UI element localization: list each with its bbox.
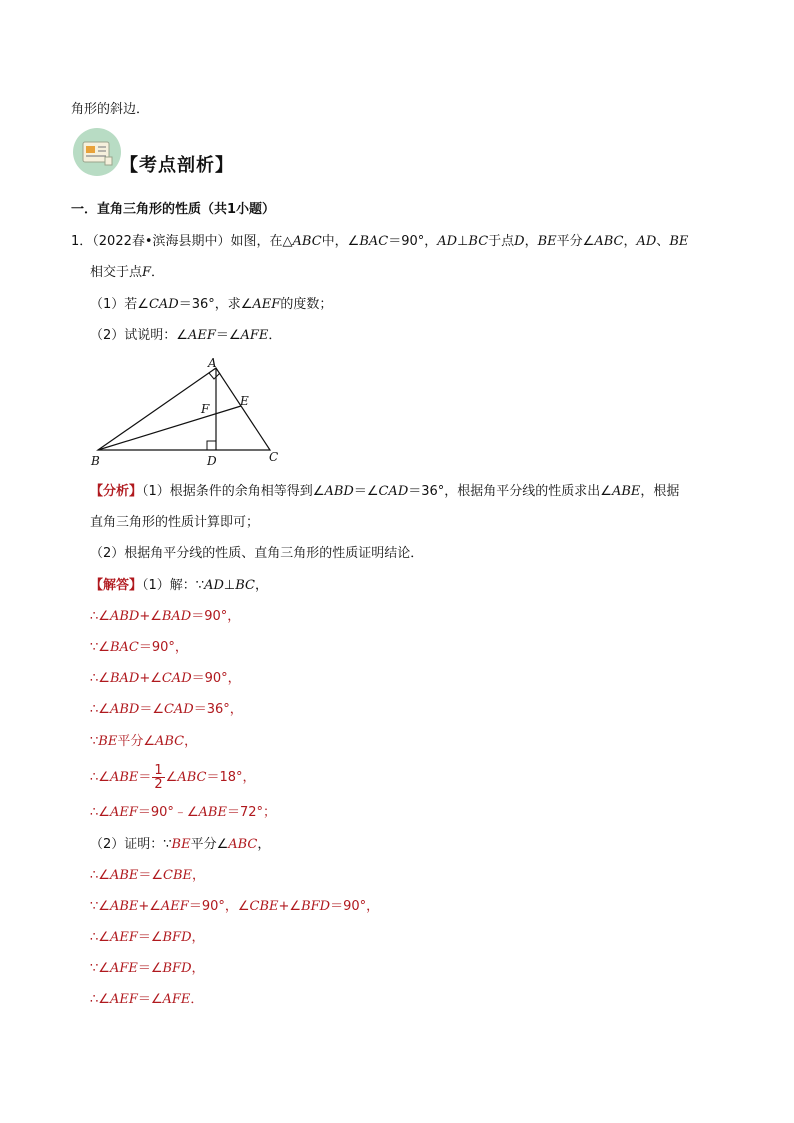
problem-text: ， [524, 234, 538, 249]
solution-text: ∵ [90, 734, 99, 749]
problem-text: ， [623, 234, 637, 249]
problem-number: 1． [71, 234, 93, 249]
solution-text: ∵∠ [90, 640, 110, 655]
math-var: BAD [161, 609, 192, 624]
math-var: ABE [198, 805, 227, 820]
solution-text: +∠ [139, 609, 162, 624]
analysis-text: ＝36°，根据角平分线的性质求出∠ [408, 484, 612, 499]
label-c: C [269, 450, 279, 464]
math-var: CAD [161, 671, 192, 686]
math-var: AD [204, 578, 224, 593]
solution-text: +∠ [138, 899, 161, 914]
math-var: AD [437, 234, 458, 249]
solution-text: 平分∠ [117, 734, 155, 749]
problem-text: ＝90°， [388, 234, 438, 249]
question-text: （2）试说明：∠ [90, 328, 188, 343]
analysis-text: ＝∠ [353, 484, 379, 499]
problem-text: 平分∠ [556, 234, 595, 249]
math-var: CAD [148, 297, 179, 312]
math-var: ABC [292, 234, 322, 249]
solution-line-12 [90, 960, 205, 978]
solution-text: ∵∠ [90, 899, 110, 914]
solution-line-6 [90, 763, 256, 793]
math-var: AFE [162, 992, 191, 1007]
section-heading: 【考点剖析】 [120, 155, 234, 176]
math-var: AEF [187, 328, 216, 343]
solution-line-5 [90, 733, 197, 751]
solution-text: ∴∠ [90, 671, 110, 686]
math-var: ABD [109, 702, 140, 717]
solution-line-3 [90, 670, 241, 688]
math-var: ABE [611, 484, 641, 499]
solution-text: ＝18°， [206, 770, 256, 785]
solution-text: （2）证明：∵ [90, 837, 172, 852]
solution-text: ＝90°， [330, 899, 380, 914]
label-f: F [201, 402, 210, 416]
math-var: D [514, 234, 525, 249]
math-var: BFD [162, 961, 192, 976]
math-var: ABC [154, 734, 185, 749]
math-var: BE [537, 234, 557, 249]
solution-text: ． [190, 992, 204, 1007]
solution-text: ∴∠ [90, 805, 110, 820]
math-var: BFD [301, 899, 331, 914]
solution-text: ＝90°， [191, 671, 241, 686]
problem-text: ． [151, 265, 165, 280]
solution-text: ∴∠ [90, 930, 110, 945]
solution-line-1 [90, 608, 240, 626]
solution-text: +∠ [139, 671, 162, 686]
question-text: ． [268, 328, 282, 343]
math-var: AD [636, 234, 657, 249]
right-angle-mark-a [209, 373, 220, 379]
solution-text: ＝∠ [139, 702, 164, 717]
solution-text: （1）解：∵ [142, 578, 205, 593]
math-var: ABE [109, 770, 139, 785]
solution-tag: 【解答】 [90, 578, 143, 593]
math-var: ABC [177, 770, 207, 785]
math-var: BE [669, 234, 689, 249]
math-var: AEF [109, 992, 138, 1007]
problem-text: 于点 [488, 234, 515, 249]
label-a: A [208, 356, 217, 370]
solution-text: ∴∠ [90, 770, 110, 785]
question-1 [90, 296, 332, 314]
label-e: E [240, 394, 249, 408]
math-var: ABD [109, 609, 140, 624]
solution-text: ∵∠ [90, 961, 110, 976]
analysis-text: ，根据 [640, 484, 680, 499]
solution-text: ， [191, 930, 205, 945]
label-b: B [91, 454, 100, 468]
math-var: BE [98, 734, 118, 749]
math-var: F [142, 265, 152, 280]
problem-text: 相交于点 [90, 265, 143, 280]
question-text: （1）若∠ [90, 297, 149, 312]
problem-text: ⊥ [457, 234, 469, 249]
subsection-title: 一．直角三角形的性质（共1小题） [71, 202, 276, 217]
solution-text: ， [254, 578, 268, 593]
question-text: 的度数； [280, 297, 333, 312]
solution-text: ＝ [138, 770, 152, 785]
math-var: ABD [324, 484, 354, 499]
math-var: CAD [378, 484, 409, 499]
math-var: BFD [162, 930, 192, 945]
solution-text: ＝36°， [193, 702, 243, 717]
problem-line-1 [71, 233, 688, 251]
question-2 [90, 327, 281, 345]
fraction-denominator: 2 [154, 777, 163, 792]
problem-text: 、 [656, 234, 670, 249]
analysis-tag: 【分析】 [90, 484, 143, 499]
math-var: AEF [252, 297, 281, 312]
problem-text: 中，∠ [321, 234, 360, 249]
question-text: ＝∠ [215, 328, 241, 343]
solution-text: ， [191, 961, 205, 976]
math-var: AFE [109, 961, 138, 976]
solution-text: ＝90°， [138, 640, 188, 655]
solution-line-7 [90, 804, 276, 822]
math-var: AFE [240, 328, 269, 343]
question-text: ＝36°，求∠ [178, 297, 253, 312]
solution-text: ∴∠ [90, 992, 110, 1007]
math-var: AEF [109, 805, 138, 820]
math-var: AEF [160, 899, 189, 914]
math-var: CAD [163, 702, 194, 717]
solution-line-10 [90, 898, 379, 916]
solution-text: ＝72°； [226, 805, 277, 820]
solution-line-8 [90, 836, 270, 854]
solution-line-0 [90, 577, 268, 595]
solution-text: 平分∠ [190, 837, 229, 852]
solution-text: ＝∠ [137, 992, 163, 1007]
math-var: BAC [359, 234, 389, 249]
triangle-figure [85, 355, 285, 475]
book-icon [72, 127, 122, 177]
solution-text: ∴∠ [90, 702, 110, 717]
fraction-one-half [152, 764, 164, 791]
math-var: ABE [109, 868, 139, 883]
math-var: BC [468, 234, 489, 249]
problem-text: （2022春•滨海县期中）如图，在△ [92, 234, 293, 249]
math-var: CBE [163, 868, 193, 883]
solution-text: ∴∠ [90, 868, 110, 883]
solution-text: ， [192, 868, 206, 883]
math-var: ABC [228, 837, 258, 852]
solution-line-11 [90, 929, 205, 947]
solution-text: ， [257, 837, 271, 852]
solution-line-13 [90, 991, 203, 1009]
right-angle-mark-d [207, 441, 216, 450]
math-var: ABE [109, 899, 139, 914]
solution-text: ＝90°﹣∠ [137, 805, 199, 820]
fraction-numerator: 1 [154, 763, 163, 778]
solution-text: ， [184, 734, 198, 749]
solution-text: ＝∠ [138, 868, 164, 883]
solution-text: ＝∠ [137, 930, 163, 945]
analysis-line-1 [90, 483, 679, 501]
triangle-abc [98, 368, 270, 450]
solution-text: ＝∠ [137, 961, 163, 976]
problem-line-2 [90, 264, 164, 282]
solution-text: ⊥ [223, 578, 236, 593]
solution-line-9 [90, 867, 205, 885]
math-var: BC [235, 578, 255, 593]
math-var: BE [171, 837, 191, 852]
solution-text: ∠ [165, 770, 178, 785]
solution-text: ∴∠ [90, 609, 110, 624]
solution-text: ＝90°， [191, 609, 241, 624]
continuation-text: 角形的斜边． [71, 102, 150, 117]
math-var: BAC [109, 640, 139, 655]
analysis-line-2: 直角三角形的性质计算即可； [90, 515, 260, 530]
label-d: D [207, 454, 217, 468]
analysis-line-3: （2）根据角平分线的性质、直角三角形的性质证明结论． [90, 546, 424, 561]
solution-line-4 [90, 701, 243, 719]
analysis-text: （1）根据条件的余角相等得到∠ [142, 484, 325, 499]
bisector-be [98, 406, 241, 450]
math-var: CBE [249, 899, 279, 914]
solution-text: +∠ [278, 899, 302, 914]
math-var: AEF [109, 930, 138, 945]
math-var: ABC [594, 234, 624, 249]
solution-line-2 [90, 639, 188, 657]
math-var: BAD [109, 671, 140, 686]
solution-text: ＝90°，∠ [188, 899, 250, 914]
